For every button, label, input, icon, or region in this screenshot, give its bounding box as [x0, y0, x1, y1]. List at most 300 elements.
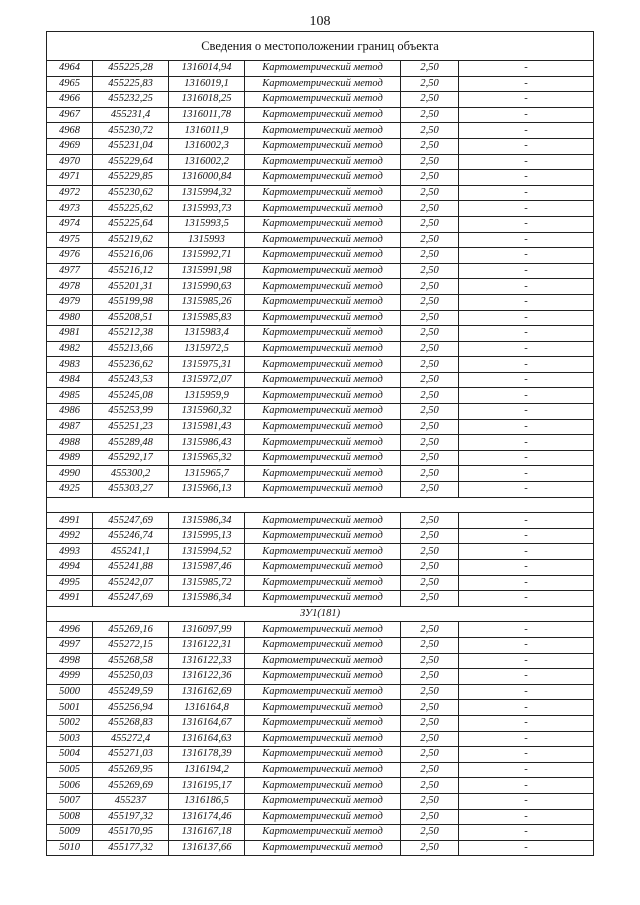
x-coordinate-cell: 455250,03	[93, 669, 169, 685]
y-coordinate-cell: 1315987,46	[169, 560, 245, 576]
method-cell: Картометрический метод	[245, 575, 401, 591]
precision-cell: 2,50	[401, 357, 459, 373]
precision-cell: 2,50	[401, 326, 459, 342]
description-cell: -	[459, 809, 594, 825]
table-row	[47, 435, 594, 451]
y-coordinate-cell: 1315994,32	[169, 185, 245, 201]
x-coordinate-cell: 455271,03	[93, 747, 169, 763]
point-number-cell: 4970	[47, 154, 93, 170]
page-number: 108	[309, 14, 331, 29]
description-cell: -	[459, 279, 594, 295]
y-coordinate-cell: 1316122,36	[169, 669, 245, 685]
point-number-cell: 4998	[47, 653, 93, 669]
precision-cell: 2,50	[401, 747, 459, 763]
x-coordinate-cell: 455269,69	[93, 778, 169, 794]
table-row	[47, 809, 594, 825]
y-coordinate-cell: 1315991,98	[169, 263, 245, 279]
method-cell: Картометрический метод	[245, 201, 401, 217]
x-coordinate-cell: 455225,28	[93, 61, 169, 77]
x-coordinate-cell: 455230,72	[93, 123, 169, 139]
point-number-cell: 5010	[47, 840, 93, 856]
point-number-cell: 4985	[47, 388, 93, 404]
method-cell: Картометрический метод	[245, 669, 401, 685]
y-coordinate-cell: 1316000,84	[169, 170, 245, 186]
point-number-cell: 4986	[47, 404, 93, 420]
point-number-cell: 4968	[47, 123, 93, 139]
description-cell: -	[459, 840, 594, 856]
precision-cell: 2,50	[401, 154, 459, 170]
method-cell: Картометрический метод	[245, 809, 401, 825]
table-row	[47, 778, 594, 794]
point-number-cell: 4995	[47, 575, 93, 591]
description-cell: -	[459, 715, 594, 731]
point-number-cell: 4977	[47, 263, 93, 279]
description-cell: -	[459, 575, 594, 591]
description-cell: -	[459, 107, 594, 123]
description-cell: -	[459, 263, 594, 279]
description-cell: -	[459, 76, 594, 92]
point-number-cell: 4966	[47, 92, 93, 108]
point-number-cell: 4984	[47, 372, 93, 388]
table-row	[47, 419, 594, 435]
precision-cell: 2,50	[401, 61, 459, 77]
table-row	[47, 263, 594, 279]
precision-cell: 2,50	[401, 248, 459, 264]
table-row	[47, 216, 594, 232]
y-coordinate-cell: 1316162,69	[169, 684, 245, 700]
point-number-cell: 4975	[47, 232, 93, 248]
method-cell: Картометрический метод	[245, 326, 401, 342]
y-coordinate-cell: 1315992,71	[169, 248, 245, 264]
precision-cell: 2,50	[401, 513, 459, 529]
method-cell: Картометрический метод	[245, 419, 401, 435]
description-cell: -	[459, 560, 594, 576]
precision-cell: 2,50	[401, 591, 459, 607]
table-row	[47, 248, 594, 264]
x-coordinate-cell: 455303,27	[93, 482, 169, 498]
method-cell: Картометрический метод	[245, 637, 401, 653]
y-coordinate-cell: 1315966,13	[169, 482, 245, 498]
method-cell: Картометрический метод	[245, 310, 401, 326]
method-cell: Картометрический метод	[245, 154, 401, 170]
x-coordinate-cell: 455245,08	[93, 388, 169, 404]
point-number-cell: 4967	[47, 107, 93, 123]
table-row	[47, 232, 594, 248]
y-coordinate-cell: 1315972,5	[169, 341, 245, 357]
x-coordinate-cell: 455247,69	[93, 513, 169, 529]
table-row	[47, 825, 594, 841]
precision-cell: 2,50	[401, 185, 459, 201]
x-coordinate-cell: 455241,1	[93, 544, 169, 560]
x-coordinate-cell: 455230,62	[93, 185, 169, 201]
precision-cell: 2,50	[401, 216, 459, 232]
precision-cell: 2,50	[401, 138, 459, 154]
y-coordinate-cell: 1316164,63	[169, 731, 245, 747]
precision-cell: 2,50	[401, 76, 459, 92]
method-cell: Картометрический метод	[245, 528, 401, 544]
point-number-cell: 5008	[47, 809, 93, 825]
description-cell: -	[459, 201, 594, 217]
y-coordinate-cell: 1315985,72	[169, 575, 245, 591]
table-row	[47, 482, 594, 498]
y-coordinate-cell: 1315972,07	[169, 372, 245, 388]
precision-cell: 2,50	[401, 92, 459, 108]
table-row	[47, 840, 594, 856]
y-coordinate-cell: 1316122,31	[169, 637, 245, 653]
y-coordinate-cell: 1316194,2	[169, 762, 245, 778]
y-coordinate-cell: 1316011,9	[169, 123, 245, 139]
x-coordinate-cell: 455249,59	[93, 684, 169, 700]
precision-cell: 2,50	[401, 107, 459, 123]
method-cell: Картометрический метод	[245, 232, 401, 248]
point-number-cell: 4989	[47, 450, 93, 466]
point-number-cell: 4992	[47, 528, 93, 544]
y-coordinate-cell: 1315994,52	[169, 544, 245, 560]
method-cell: Картометрический метод	[245, 778, 401, 794]
point-number-cell: 4987	[47, 419, 93, 435]
precision-cell: 2,50	[401, 341, 459, 357]
table-row	[47, 560, 594, 576]
description-cell: -	[459, 170, 594, 186]
point-number-cell: 4991	[47, 591, 93, 607]
table-row	[47, 123, 594, 139]
x-coordinate-cell: 455269,95	[93, 762, 169, 778]
method-cell: Картометрический метод	[245, 216, 401, 232]
method-cell: Картометрический метод	[245, 762, 401, 778]
description-cell: -	[459, 513, 594, 529]
point-number-cell: 5002	[47, 715, 93, 731]
method-cell: Картометрический метод	[245, 170, 401, 186]
precision-cell: 2,50	[401, 294, 459, 310]
point-number-cell: 5006	[47, 778, 93, 794]
y-coordinate-cell: 1315995,13	[169, 528, 245, 544]
y-coordinate-cell: 1316014,94	[169, 61, 245, 77]
description-cell: -	[459, 435, 594, 451]
y-coordinate-cell: 1315986,34	[169, 513, 245, 529]
method-cell: Картометрический метод	[245, 372, 401, 388]
table-row	[47, 357, 594, 373]
point-number-cell: 4974	[47, 216, 93, 232]
y-coordinate-cell: 1315990,63	[169, 279, 245, 295]
method-cell: Картометрический метод	[245, 700, 401, 716]
x-coordinate-cell: 455241,88	[93, 560, 169, 576]
x-coordinate-cell: 455269,16	[93, 622, 169, 638]
precision-cell: 2,50	[401, 560, 459, 576]
point-number-cell: 4964	[47, 61, 93, 77]
precision-cell: 2,50	[401, 201, 459, 217]
table-row	[47, 700, 594, 716]
precision-cell: 2,50	[401, 123, 459, 139]
x-coordinate-cell: 455225,64	[93, 216, 169, 232]
precision-cell: 2,50	[401, 715, 459, 731]
point-number-cell: 5009	[47, 825, 93, 841]
x-coordinate-cell: 455292,17	[93, 450, 169, 466]
x-coordinate-cell: 455300,2	[93, 466, 169, 482]
precision-cell: 2,50	[401, 404, 459, 420]
description-cell: -	[459, 731, 594, 747]
point-number-cell: 4983	[47, 357, 93, 373]
table-caption: Сведения о местоположении границ объекта	[47, 32, 594, 61]
x-coordinate-cell: 455229,85	[93, 170, 169, 186]
precision-cell: 2,50	[401, 825, 459, 841]
table-row	[47, 61, 594, 77]
precision-cell: 2,50	[401, 388, 459, 404]
boundary-coordinates-sheet	[46, 31, 593, 856]
description-cell: -	[459, 326, 594, 342]
precision-cell: 2,50	[401, 450, 459, 466]
x-coordinate-cell: 455170,95	[93, 825, 169, 841]
description-cell: -	[459, 653, 594, 669]
description-cell: -	[459, 61, 594, 77]
table-row	[47, 591, 594, 607]
table-row	[47, 154, 594, 170]
y-coordinate-cell: 1315983,4	[169, 326, 245, 342]
precision-cell: 2,50	[401, 263, 459, 279]
x-coordinate-cell: 455247,69	[93, 591, 169, 607]
y-coordinate-cell: 1315981,43	[169, 419, 245, 435]
section-label	[47, 497, 594, 513]
description-cell: -	[459, 544, 594, 560]
description-cell: -	[459, 92, 594, 108]
precision-cell: 2,50	[401, 544, 459, 560]
table-row	[47, 310, 594, 326]
y-coordinate-cell: 1316164,67	[169, 715, 245, 731]
description-cell: -	[459, 466, 594, 482]
table-row	[47, 684, 594, 700]
y-coordinate-cell: 1315965,7	[169, 466, 245, 482]
y-coordinate-cell: 1315986,43	[169, 435, 245, 451]
point-number-cell: 4997	[47, 637, 93, 653]
table-row	[47, 715, 594, 731]
table-row	[47, 388, 594, 404]
y-coordinate-cell: 1316097,99	[169, 622, 245, 638]
x-coordinate-cell: 455268,58	[93, 653, 169, 669]
method-cell: Картометрический метод	[245, 185, 401, 201]
method-cell: Картометрический метод	[245, 123, 401, 139]
y-coordinate-cell: 1315993,5	[169, 216, 245, 232]
x-coordinate-cell: 455231,04	[93, 138, 169, 154]
table-row	[47, 76, 594, 92]
point-number-cell: 4971	[47, 170, 93, 186]
method-cell: Картометрический метод	[245, 544, 401, 560]
precision-cell: 2,50	[401, 700, 459, 716]
point-number-cell: 4990	[47, 466, 93, 482]
description-cell: -	[459, 793, 594, 809]
description-cell: -	[459, 637, 594, 653]
description-cell: -	[459, 450, 594, 466]
description-cell: -	[459, 294, 594, 310]
precision-cell: 2,50	[401, 528, 459, 544]
point-number-cell: 4999	[47, 669, 93, 685]
method-cell: Картометрический метод	[245, 138, 401, 154]
precision-cell: 2,50	[401, 809, 459, 825]
point-number-cell: 5001	[47, 700, 93, 716]
precision-cell: 2,50	[401, 372, 459, 388]
table-row	[47, 404, 594, 420]
precision-cell: 2,50	[401, 232, 459, 248]
point-number-cell: 4991	[47, 513, 93, 529]
x-coordinate-cell: 455237	[93, 793, 169, 809]
method-cell: Картометрический метод	[245, 466, 401, 482]
description-cell: -	[459, 700, 594, 716]
method-cell: Картометрический метод	[245, 435, 401, 451]
y-coordinate-cell: 1316178,39	[169, 747, 245, 763]
method-cell: Картометрический метод	[245, 591, 401, 607]
description-cell: -	[459, 154, 594, 170]
point-number-cell: 4973	[47, 201, 93, 217]
y-coordinate-cell: 1315985,26	[169, 294, 245, 310]
point-number-cell: 4981	[47, 326, 93, 342]
table-row	[47, 201, 594, 217]
point-number-cell: 4982	[47, 341, 93, 357]
method-cell: Картометрический метод	[245, 825, 401, 841]
description-cell: -	[459, 825, 594, 841]
point-number-cell: 4965	[47, 76, 93, 92]
description-cell: -	[459, 591, 594, 607]
x-coordinate-cell: 455251,23	[93, 419, 169, 435]
x-coordinate-cell: 455199,98	[93, 294, 169, 310]
section-label-row	[47, 606, 594, 622]
description-cell: -	[459, 123, 594, 139]
description-cell: -	[459, 248, 594, 264]
x-coordinate-cell: 455208,51	[93, 310, 169, 326]
x-coordinate-cell: 455272,4	[93, 731, 169, 747]
method-cell: Картометрический метод	[245, 684, 401, 700]
method-cell: Картометрический метод	[245, 747, 401, 763]
method-cell: Картометрический метод	[245, 404, 401, 420]
description-cell: -	[459, 669, 594, 685]
method-cell: Картометрический метод	[245, 731, 401, 747]
description-cell: -	[459, 185, 594, 201]
precision-cell: 2,50	[401, 170, 459, 186]
point-number-cell: 4980	[47, 310, 93, 326]
table-row	[47, 279, 594, 295]
precision-cell: 2,50	[401, 653, 459, 669]
y-coordinate-cell: 1315959,9	[169, 388, 245, 404]
table-row	[47, 669, 594, 685]
precision-cell: 2,50	[401, 684, 459, 700]
point-number-cell: 4993	[47, 544, 93, 560]
description-cell: -	[459, 372, 594, 388]
method-cell: Картометрический метод	[245, 61, 401, 77]
table-row	[47, 138, 594, 154]
x-coordinate-cell: 455246,74	[93, 528, 169, 544]
point-number-cell: 5004	[47, 747, 93, 763]
precision-cell: 2,50	[401, 731, 459, 747]
x-coordinate-cell: 455219,62	[93, 232, 169, 248]
precision-cell: 2,50	[401, 637, 459, 653]
point-number-cell: 4994	[47, 560, 93, 576]
method-cell: Картометрический метод	[245, 92, 401, 108]
description-cell: -	[459, 528, 594, 544]
y-coordinate-cell: 1315993	[169, 232, 245, 248]
section-label-row	[47, 497, 594, 513]
table-row	[47, 747, 594, 763]
table-row	[47, 528, 594, 544]
precision-cell: 2,50	[401, 482, 459, 498]
method-cell: Картометрический метод	[245, 513, 401, 529]
point-number-cell: 4978	[47, 279, 93, 295]
y-coordinate-cell: 1315986,34	[169, 591, 245, 607]
precision-cell: 2,50	[401, 778, 459, 794]
x-coordinate-cell: 455212,38	[93, 326, 169, 342]
point-number-cell: 4976	[47, 248, 93, 264]
table-row	[47, 170, 594, 186]
table-row	[47, 326, 594, 342]
point-number-cell: 4996	[47, 622, 93, 638]
y-coordinate-cell: 1316174,46	[169, 809, 245, 825]
method-cell: Картометрический метод	[245, 482, 401, 498]
point-number-cell: 4972	[47, 185, 93, 201]
y-coordinate-cell: 1315975,31	[169, 357, 245, 373]
method-cell: Картометрический метод	[245, 341, 401, 357]
table-row	[47, 575, 594, 591]
description-cell: -	[459, 232, 594, 248]
y-coordinate-cell: 1315960,32	[169, 404, 245, 420]
description-cell: -	[459, 762, 594, 778]
point-number-cell: 5003	[47, 731, 93, 747]
x-coordinate-cell: 455242,07	[93, 575, 169, 591]
boundary-coordinates-table	[46, 31, 594, 856]
x-coordinate-cell: 455225,83	[93, 76, 169, 92]
y-coordinate-cell: 1316011,78	[169, 107, 245, 123]
x-coordinate-cell: 455216,12	[93, 263, 169, 279]
x-coordinate-cell: 455236,62	[93, 357, 169, 373]
table-row	[47, 466, 594, 482]
precision-cell: 2,50	[401, 622, 459, 638]
table-row	[47, 622, 594, 638]
description-cell: -	[459, 778, 594, 794]
y-coordinate-cell: 1316186,5	[169, 793, 245, 809]
precision-cell: 2,50	[401, 435, 459, 451]
table-row	[47, 185, 594, 201]
table-row	[47, 92, 594, 108]
table-row	[47, 653, 594, 669]
description-cell: -	[459, 622, 594, 638]
description-cell: -	[459, 138, 594, 154]
description-cell: -	[459, 357, 594, 373]
method-cell: Картометрический метод	[245, 388, 401, 404]
description-cell: -	[459, 684, 594, 700]
method-cell: Картометрический метод	[245, 653, 401, 669]
y-coordinate-cell: 1316167,18	[169, 825, 245, 841]
method-cell: Картометрический метод	[245, 357, 401, 373]
method-cell: Картометрический метод	[245, 622, 401, 638]
y-coordinate-cell: 1316164,8	[169, 700, 245, 716]
y-coordinate-cell: 1316122,33	[169, 653, 245, 669]
point-number-cell: 4988	[47, 435, 93, 451]
precision-cell: 2,50	[401, 669, 459, 685]
point-number-cell: 5000	[47, 684, 93, 700]
y-coordinate-cell: 1316195,17	[169, 778, 245, 794]
x-coordinate-cell: 455213,66	[93, 341, 169, 357]
table-row	[47, 731, 594, 747]
point-number-cell: 5005	[47, 762, 93, 778]
description-cell: -	[459, 482, 594, 498]
y-coordinate-cell: 1315985,83	[169, 310, 245, 326]
y-coordinate-cell: 1315993,73	[169, 201, 245, 217]
y-coordinate-cell: 1316018,25	[169, 92, 245, 108]
method-cell: Картометрический метод	[245, 840, 401, 856]
x-coordinate-cell: 455229,64	[93, 154, 169, 170]
x-coordinate-cell: 455272,15	[93, 637, 169, 653]
table-row	[47, 637, 594, 653]
section-label: ЗУ1(181)	[47, 606, 594, 622]
table-row	[47, 544, 594, 560]
point-number-cell: 4979	[47, 294, 93, 310]
description-cell: -	[459, 216, 594, 232]
precision-cell: 2,50	[401, 466, 459, 482]
